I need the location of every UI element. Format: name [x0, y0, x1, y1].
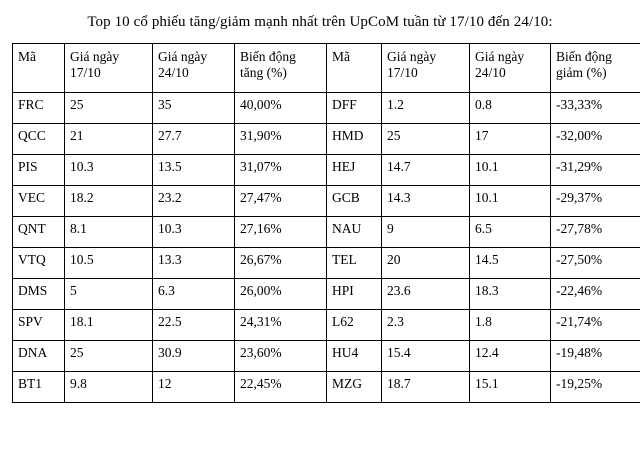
cell-price-24-loser: 17 — [470, 124, 551, 155]
cell-price-24-loser: 15.1 — [470, 372, 551, 403]
cell-price-17-gainer: 9.8 — [65, 372, 153, 403]
cell-change-up: 27,47% — [235, 186, 327, 217]
column-header-price-17-10-losers: Giá ngày 17/10 — [382, 44, 470, 93]
cell-price-17-loser: 20 — [382, 248, 470, 279]
cell-change-down: -29,37% — [551, 186, 640, 217]
cell-price-17-gainer: 25 — [65, 93, 153, 124]
cell-change-down: -27,50% — [551, 248, 640, 279]
cell-price-17-gainer: 18.2 — [65, 186, 153, 217]
cell-change-down: -33,33% — [551, 93, 640, 124]
cell-change-down: -22,46% — [551, 279, 640, 310]
cell-price-24-gainer: 35 — [153, 93, 235, 124]
cell-price-17-loser: 23.6 — [382, 279, 470, 310]
cell-price-24-loser: 6.5 — [470, 217, 551, 248]
cell-price-24-gainer: 13.5 — [153, 155, 235, 186]
cell-price-24-gainer: 22.5 — [153, 310, 235, 341]
cell-ticker-loser: HMD — [327, 124, 382, 155]
cell-ticker-loser: L62 — [327, 310, 382, 341]
cell-price-17-gainer: 25 — [65, 341, 153, 372]
cell-price-17-loser: 9 — [382, 217, 470, 248]
cell-ticker-loser: HU4 — [327, 341, 382, 372]
table-row — [13, 310, 640, 341]
cell-price-24-loser: 1.8 — [470, 310, 551, 341]
cell-price-24-gainer: 13.3 — [153, 248, 235, 279]
cell-ticker-gainer: SPV — [13, 310, 65, 341]
table-row — [13, 124, 640, 155]
cell-change-up: 24,31% — [235, 310, 327, 341]
cell-price-17-loser: 15.4 — [382, 341, 470, 372]
cell-change-up: 31,90% — [235, 124, 327, 155]
cell-price-17-gainer: 10.3 — [65, 155, 153, 186]
column-header-change-down: Biến động giảm (%) — [551, 44, 640, 93]
cell-ticker-loser: HEJ — [327, 155, 382, 186]
table-row — [13, 279, 640, 310]
cell-price-24-loser: 12.4 — [470, 341, 551, 372]
table-header-row — [13, 44, 640, 93]
cell-ticker-loser: TEL — [327, 248, 382, 279]
cell-price-17-gainer: 21 — [65, 124, 153, 155]
cell-ticker-gainer: DNA — [13, 341, 65, 372]
table-row — [13, 217, 640, 248]
cell-price-17-loser: 1.2 — [382, 93, 470, 124]
cell-ticker-loser: DFF — [327, 93, 382, 124]
cell-price-17-gainer: 5 — [65, 279, 153, 310]
cell-ticker-gainer: BT1 — [13, 372, 65, 403]
cell-ticker-gainer: QCC — [13, 124, 65, 155]
cell-price-24-gainer: 10.3 — [153, 217, 235, 248]
table-row — [13, 372, 640, 403]
cell-ticker-loser: NAU — [327, 217, 382, 248]
cell-price-17-loser: 25 — [382, 124, 470, 155]
table-row — [13, 341, 640, 372]
cell-price-24-gainer: 30.9 — [153, 341, 235, 372]
cell-price-24-gainer: 6.3 — [153, 279, 235, 310]
stock-movers-table — [12, 43, 640, 403]
table-row — [13, 186, 640, 217]
column-header-ticker-gainers: Mã — [13, 44, 65, 93]
cell-change-up: 26,00% — [235, 279, 327, 310]
cell-change-down: -32,00% — [551, 124, 640, 155]
table-row — [13, 93, 640, 124]
cell-ticker-gainer: VEC — [13, 186, 65, 217]
cell-price-24-gainer: 23.2 — [153, 186, 235, 217]
column-header-price-24-10-losers: Giá ngày 24/10 — [470, 44, 551, 93]
cell-ticker-gainer: VTQ — [13, 248, 65, 279]
cell-price-17-loser: 2.3 — [382, 310, 470, 341]
table-row — [13, 248, 640, 279]
column-header-change-up: Biến động tăng (%) — [235, 44, 327, 93]
cell-change-down: -31,29% — [551, 155, 640, 186]
cell-price-24-gainer: 12 — [153, 372, 235, 403]
cell-price-24-gainer: 27.7 — [153, 124, 235, 155]
cell-change-up: 22,45% — [235, 372, 327, 403]
cell-change-down: -21,74% — [551, 310, 640, 341]
cell-change-down: -19,48% — [551, 341, 640, 372]
cell-price-24-loser: 14.5 — [470, 248, 551, 279]
cell-price-24-loser: 18.3 — [470, 279, 551, 310]
cell-change-down: -19,25% — [551, 372, 640, 403]
cell-price-17-loser: 14.7 — [382, 155, 470, 186]
cell-change-up: 40,00% — [235, 93, 327, 124]
page-title: Top 10 cổ phiếu tăng/giảm mạnh nhất trên UpCoM tuần từ 17/10 đến 24/10: — [87, 14, 553, 30]
cell-change-up: 31,07% — [235, 155, 327, 186]
cell-change-up: 23,60% — [235, 341, 327, 372]
cell-price-17-gainer: 18.1 — [65, 310, 153, 341]
cell-ticker-loser: MZG — [327, 372, 382, 403]
cell-price-24-loser: 10.1 — [470, 155, 551, 186]
cell-ticker-loser: HPI — [327, 279, 382, 310]
cell-price-17-loser: 18.7 — [382, 372, 470, 403]
cell-price-24-loser: 0.8 — [470, 93, 551, 124]
cell-change-down: -27,78% — [551, 217, 640, 248]
cell-ticker-gainer: DMS — [13, 279, 65, 310]
cell-change-up: 27,16% — [235, 217, 327, 248]
cell-price-17-loser: 14.3 — [382, 186, 470, 217]
table-row — [13, 155, 640, 186]
cell-price-17-gainer: 10.5 — [65, 248, 153, 279]
column-header-price-24-10-gainers: Giá ngày 24/10 — [153, 44, 235, 93]
cell-ticker-loser: GCB — [327, 186, 382, 217]
column-header-ticker-losers: Mã — [327, 44, 382, 93]
cell-price-24-loser: 10.1 — [470, 186, 551, 217]
cell-ticker-gainer: QNT — [13, 217, 65, 248]
cell-ticker-gainer: FRC — [13, 93, 65, 124]
cell-ticker-gainer: PIS — [13, 155, 65, 186]
cell-price-17-gainer: 8.1 — [65, 217, 153, 248]
cell-change-up: 26,67% — [235, 248, 327, 279]
column-header-price-17-10-gainers: Giá ngày 17/10 — [65, 44, 153, 93]
